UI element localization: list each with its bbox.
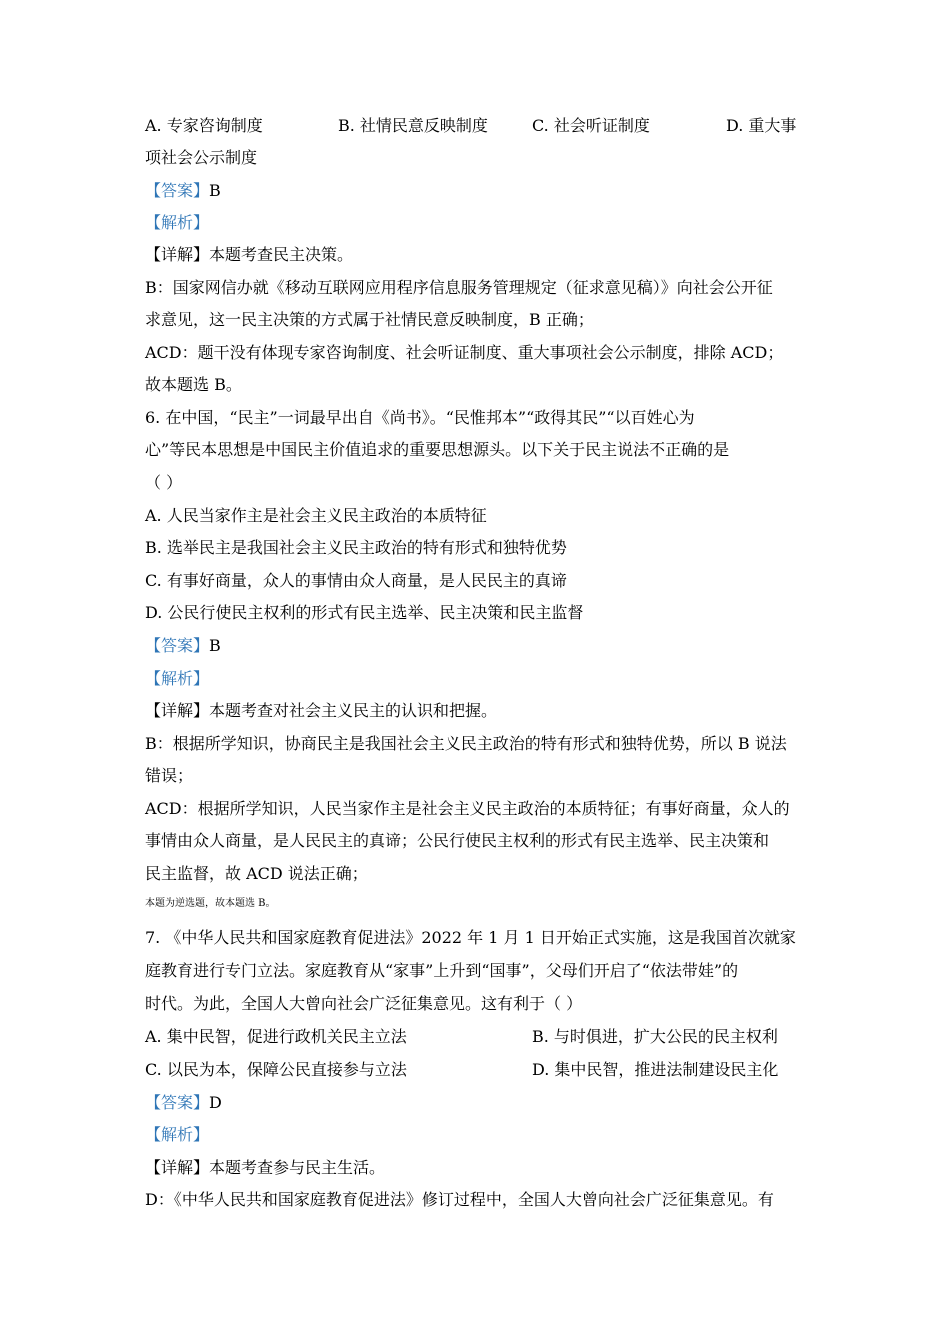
q5-detail: 【详解】本题考查民主决策。 bbox=[145, 245, 354, 264]
q5-explanation-b-2: 求意见，这一民主决策的方式属于社情民意反映制度，B 正确； bbox=[145, 310, 594, 329]
q7-stem-3: 时代。为此，全国人大曾向社会广泛征集意见。这有利于（ ） bbox=[145, 994, 583, 1013]
answer-value: B bbox=[209, 636, 221, 655]
q6-explanation-b-1: B：根据所学知识，协商民主是我国社会主义民主政治的特有形式和独特优势，所以 B 说法 bbox=[145, 734, 787, 753]
q5-explanation-b-1: B：国家网信办就《移动互联网应用程序信息服务管理规定（征求意见稿）》向社会公开征 bbox=[145, 278, 773, 297]
answer-tag: 【答案】 bbox=[145, 181, 210, 200]
q6-option-d: D. 公民行使民主权利的形式有民主选举、民主决策和民主监督 bbox=[145, 603, 584, 622]
q6-option-b: B. 选举民主是我国社会主义民主政治的特有形式和独特优势 bbox=[145, 538, 567, 557]
answer-tag: 【答案】 bbox=[145, 1093, 210, 1112]
q6-explanation-acd-1: ACD：根据所学知识，人民当家作主是社会主义民主政治的本质特征；有事好商量，众人的 bbox=[145, 799, 790, 818]
q6-stem-1: 6. 在中国，“民主”一词最早出自《尚书》。“民惟邦本”“政得其民”“以百姓心为 bbox=[145, 408, 695, 427]
answer-value: D bbox=[209, 1093, 222, 1112]
q6-explanation-acd-3: 民主监督，故 ACD 说法正确； bbox=[145, 864, 368, 883]
q6-answer-line bbox=[145, 635, 221, 657]
q5-explanation-acd: ACD：题干没有体现专家咨询制度、社会听证制度、重大事项社会公示制度，排除 ACD； bbox=[145, 343, 784, 362]
q5-option-d: D. 重大事 bbox=[726, 116, 797, 135]
q5-answer-line bbox=[145, 180, 221, 202]
q7-detail: 【详解】本题考查参与民主生活。 bbox=[145, 1158, 386, 1177]
q7-stem-1: 7. 《中华人民共和国家庭教育促进法》2022 年 1 月 1 日开始正式实施，这是我国首次就家 bbox=[145, 928, 796, 947]
q6-note: 本题为逆选题，故本题选 B。 bbox=[145, 898, 276, 909]
q7-stem-2: 庭教育进行专门立法。家庭教育从“家事”上升到“国事”，父母们开启了“依法带娃”的 bbox=[145, 961, 739, 980]
answer-tag: 【答案】 bbox=[145, 636, 210, 655]
q6-stem-3: （ ） bbox=[145, 473, 183, 492]
q6-option-a: A. 人民当家作主是社会主义民主政治的本质特征 bbox=[145, 506, 487, 525]
q5-option-b: B. 社情民意反映制度 bbox=[338, 116, 488, 135]
q7-analysis-tag: 【解析】 bbox=[145, 1125, 210, 1144]
q7-explanation-d-1: D：《中华人民共和国家庭教育促进法》修订过程中，全国人大曾向社会广泛征集意见。有 bbox=[145, 1190, 774, 1209]
q5-option-d-continued: 项社会公示制度 bbox=[145, 148, 258, 167]
q7-option-d: D. 集中民智，推进法制建设民主化 bbox=[532, 1060, 779, 1079]
q6-detail: 【详解】本题考查对社会主义民主的认识和把握。 bbox=[145, 701, 498, 720]
q6-option-c: C. 有事好商量，众人的事情由众人商量，是人民民主的真谛 bbox=[145, 571, 567, 590]
q6-analysis-tag: 【解析】 bbox=[145, 669, 210, 688]
q7-option-b: B. 与时俱进，扩大公民的民主权利 bbox=[532, 1027, 778, 1046]
q7-answer-line bbox=[145, 1092, 222, 1114]
q5-option-a: A. 专家咨询制度 bbox=[145, 116, 263, 135]
q6-explanation-b-2: 错误； bbox=[145, 766, 194, 785]
q5-option-c: C. 社会听证制度 bbox=[532, 116, 650, 135]
q7-option-c: C. 以民为本，保障公民直接参与立法 bbox=[145, 1060, 407, 1079]
answer-value: B bbox=[209, 181, 221, 200]
q5-conclusion: 故本题选 B。 bbox=[145, 375, 242, 394]
q7-option-a: A. 集中民智，促进行政机关民主立法 bbox=[145, 1027, 407, 1046]
q6-explanation-acd-2: 事情由众人商量，是人民民主的真谛；公民行使民主权利的形式有民主选举、民主决策和 bbox=[145, 831, 770, 850]
q6-stem-2: 心”等民本思想是中国民主价值追求的重要思想源头。以下关于民主说法不正确的是 bbox=[145, 440, 730, 459]
q5-analysis-tag: 【解析】 bbox=[145, 213, 210, 232]
